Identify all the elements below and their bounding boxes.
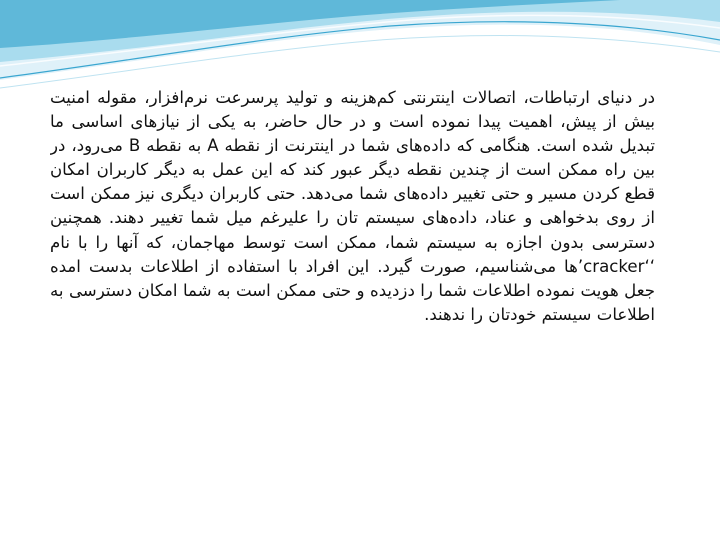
header-wave-decoration bbox=[0, 0, 720, 95]
body-paragraph: در دنیای ارتباطات، اتصالات اینترنتی کم‌هزینه و تولید پرسرعت نرم‌افزار، مقوله امنیت بیش از پیش، اهمیت پیدا نموده است و در حال حاضر، به یکی از نیازهای اساسی ما تبدیل شده است. هنگامی که داده‌های شما در اینترنت از نقطه A به نقطه B می‌رود، در بین راه ممکن است از چندین نقطه دیگر عبور کند که این عمل به دیگر کاربران امکان قطع کردن مسیر و حتی تغییر داده‌های شما می‌دهد. حتی کاربران دیگری نیز ممکن است از روی بدخواهی و عناد، داده‌های سیستم تان را علیرغم میل شما تغییر دهند. همچنین دسترسی بدون اجازه به سیستم شما، ممکن است توسط مهاجمان، که آنها را با نام ‘‘cracker’ها می‌شناسیم، صورت گیرد. این افراد با استفاده از اطلاعات بدست امده جعل هویت نموده اطلاعات شما را دزدیده و حتی ممکن است به شما امکان دسترسی به اطلاعات سیستم خودتان را ندهند. bbox=[50, 88, 655, 324]
